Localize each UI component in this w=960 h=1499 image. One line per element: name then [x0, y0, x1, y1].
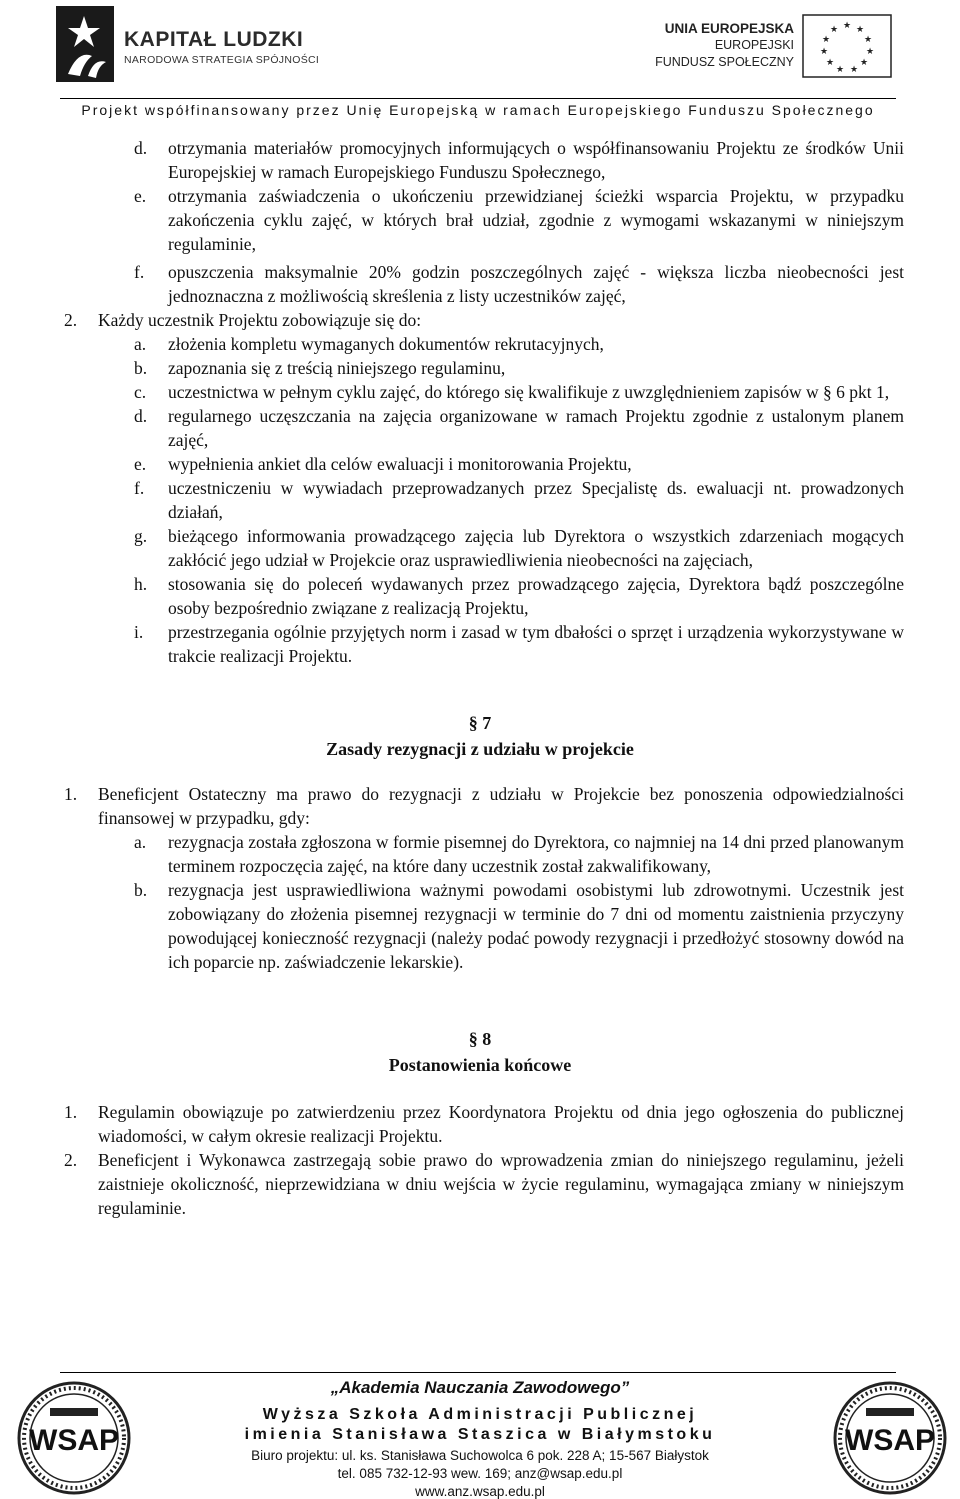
svg-text:★: ★ [835, 64, 845, 74]
list-item: b. zapoznania się z treścią niniejszego regulaminu, [134, 358, 506, 378]
section-8-title: Postanowienia końcowe [388, 1055, 572, 1075]
svg-text:★: ★ [829, 24, 839, 34]
eu-line-3: FUNDUSZ SPOŁECZNY [655, 55, 794, 69]
footer-school-name: Wyższa Szkoła Administracji Publicznej [262, 1406, 698, 1423]
list-item: g. bieżącego informowania prowadzącego zajęcia lub Dyrektora o wszystkich zdarzeniach mogących zakłócić jego udział w Projekcie oraz usprawiedliwienia nieobecności na zajęciach, [134, 526, 904, 570]
svg-text:★: ★ [849, 64, 859, 74]
footer-contact: tel. 085 732-12-93 wew. 169; anz@wsap.edu.pl [337, 1466, 623, 1481]
svg-text:★: ★ [865, 46, 875, 56]
list-item: f. uczestniczeniu w wywiadach przeprowadzanych przez Specjalistę ds. ewaluacji nt. prowadzonych działań, [134, 478, 904, 522]
svg-text:★: ★ [855, 24, 865, 34]
numbered-point: 2. Każdy uczestnik Projektu zobowiązuje się do: [64, 310, 422, 330]
footer-address: Biuro projektu: ul. ks. Stanisława Suchowolca 6 pok. 228 A; 15-567 Białystok [251, 1448, 709, 1463]
eu-line-2: EUROPEJSKI [714, 38, 794, 52]
svg-text:★: ★ [819, 46, 829, 56]
svg-text:WSAP: WSAP [845, 1424, 935, 1457]
list-item: f. opuszczenia maksymalnie 20% godzin poszczególnych zajęć - większa liczba nieobecności jest jednoznaczna z możliwością skreślenia z listy uczestników zajęć, [134, 262, 904, 306]
footer-project-name: „Akademia Nauczania Zawodowego” [330, 1378, 630, 1397]
svg-text:★: ★ [842, 20, 852, 30]
list-item: a. rezygnacja została zgłoszona w formie pisemnej do Dyrektora, co najmniej na 14 dni przed planowanym terminem rozpoczęcia zajęć, na które dany uczestnik został zakwalifikowany, [134, 832, 904, 876]
eu-flag-icon [802, 14, 892, 78]
svg-text:★: ★ [863, 34, 873, 44]
svg-text:★: ★ [859, 57, 869, 67]
footer-school-patron: imienia Stanisława Staszica w Białymstoku [244, 1426, 716, 1443]
header-divider [60, 98, 896, 99]
list-item: h. stosowania się do poleceń wydawanych przez prowadzącego zajęcia, Dyrektora bądź poszczególne osoby bezpośrednio związane z realizacją Projektu, [134, 574, 904, 618]
svg-text:★: ★ [825, 57, 835, 67]
list-item: e. otrzymania zaświadczenia o ukończeniu przewidzianej ścieżki wsparcia Projektu, w przypadku zakończenia cyklu zajęć, w których brał udział, zgodnie z wymogami wskazanymi w niniejszym regulaminie, [134, 186, 904, 254]
section-7-number: § 7 [468, 713, 492, 733]
list-item: i. przestrzegania ogólnie przyjętych norm i zasad w tym dbałości o sprzęt i urządzenia wykorzystywane w trakcie realizacji Projektu. [134, 622, 904, 666]
svg-text:WSAP: WSAP [29, 1424, 119, 1457]
list-item: d. otrzymania materiałów promocyjnych informujących o współfinansowaniu Projektu ze środków Unii Europejskiej w ramach Europejskiego Funduszu Społecznego, [134, 138, 904, 182]
page-header [0, 0, 960, 130]
kapital-ludzki-subtitle: NARODOWA STRATEGIA SPÓJNOŚCI [124, 54, 320, 66]
numbered-point: 2. Beneficjent i Wykonawca zastrzegają sobie prawo do wprowadzenia zmian do niniejszego regulaminu, jeżeli zaistnieje okoliczność, nieprzewidziana w dniu wejścia w życie regulaminu, wymagająca zmiany w niniejszym regulaminie. [64, 1150, 904, 1218]
footer-website: www.anz.wsap.edu.pl [415, 1484, 545, 1499]
page-footer [0, 1372, 960, 1499]
section-8-number: § 8 [468, 1029, 492, 1049]
numbered-point: 1. Beneficjent Ostateczny ma prawo do rezygnacji z udziału w Projekcie bez ponoszenia odpowiedzialności finansowej w przypadku, gdy: [64, 784, 904, 828]
eu-line-1: UNIA EUROPEJSKA [664, 21, 794, 36]
kapital-ludzki-title: KAPITAŁ LUDZKI [124, 28, 304, 51]
list-item: d. regularnego uczęszczania na zajęcia organizowane w ramach Projektu zgodnie z ustalonym planem zajęć, [134, 406, 904, 450]
wsap-seal-logo [16, 1380, 132, 1496]
list-item: c. uczestnictwa w pełnym cyklu zajęć, do którego się kwalifikuje z uwzględnieniem zapisów w § 6 pkt 1, [134, 382, 890, 402]
list-item: e. wypełnienia ankiet dla celów ewaluacji i monitorowania Projektu, [134, 454, 632, 474]
list-item: b. rezygnacja jest usprawiedliwiona ważnymi powodami osobistymi lub zdrowotnymi. Uczestnik jest zobowiązany do złożenia pisemnej rezygnacji w terminie do 7 dni od momentu zaistnienia przyczyny powodującej konieczność rezygnacji (należy podać powody rezygnacji i przedłożyć stosowny dowód na ich poparcie np. zaświadczenie lekarskie). [134, 880, 904, 972]
eu-label [640, 20, 794, 71]
list-item: a. złożenia kompletu wymaganych dokumentów rekrutacyjnych, [134, 334, 604, 354]
wsap-seal-logo [832, 1380, 948, 1496]
project-cofinancing-line: Projekt współfinansowany przez Unię Europejską w ramach Europejskiego Funduszu Społecznego [81, 102, 875, 118]
numbered-point: 1. Regulamin obowiązuje po zatwierdzeniu przez Koordynatora Projektu od dnia jego ogłoszenia do publicznej wiadomości, w całym okresie realizacji Projektu. [64, 1102, 904, 1146]
footer-divider [60, 1372, 896, 1373]
document-body [0, 136, 960, 1220]
svg-text:★: ★ [821, 34, 831, 44]
section-7-title: Zasady rezygnacji z udziału w projekcie [326, 739, 634, 759]
